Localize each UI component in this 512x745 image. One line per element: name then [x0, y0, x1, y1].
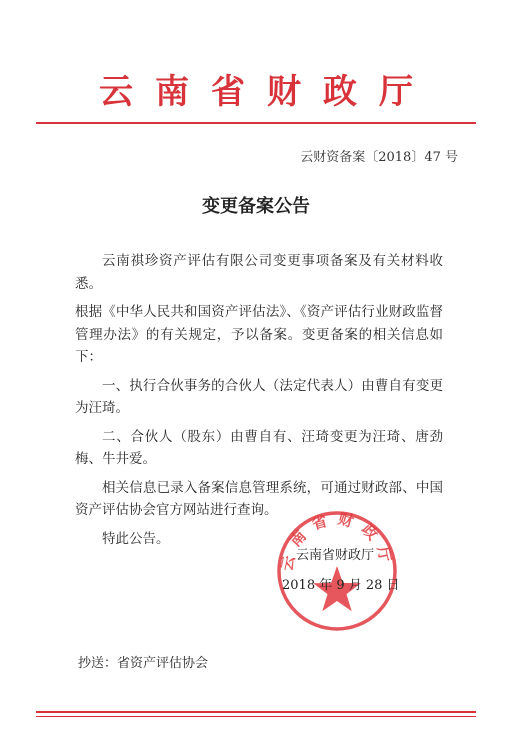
paragraph-received: 云南祺珍资产评估有限公司变更事项备案及有关材料收悉。 [75, 253, 443, 292]
official-seal [272, 506, 402, 636]
header-divider [36, 122, 476, 124]
footer-divider-thin [36, 716, 476, 717]
svg-text:云南省财政厅: 云南省财政厅 [277, 509, 397, 573]
issuer-header: 云南省财政厅 [99, 72, 435, 112]
paragraph-item-1: 一、执行合伙事务的合伙人（法定代表人）由曹自有变更为汪琦。 [75, 377, 443, 416]
paragraph-closing: 特此公告。 [102, 530, 170, 547]
paragraph-item-2: 二、合伙人（股东）由曹自有、汪琦变更为汪琦、唐劲梅、牛井爱。 [75, 428, 443, 467]
signature-date: 2018 年 9 月 28 日 [282, 578, 400, 593]
document-title: 变更备案公告 [202, 196, 310, 217]
document-number: 云财资备案〔2018〕47 号 [300, 150, 458, 165]
seal-graphic [272, 506, 402, 636]
paragraph-query: 相关信息已录入备案信息管理系统，可通过财政部、中国资产评估协会官方网站进行查询。 [75, 479, 443, 518]
carbon-copy-line: 抄送：省资产评估协会 [78, 656, 209, 671]
paragraph-basis: 根据《中华人民共和国资产评估法》、《资产评估行业财政监督管理办法》的有关规定，予以备案。变更备案的相关信息如下： [75, 304, 443, 365]
footer-divider-thick [36, 711, 476, 713]
signature-organization: 云南省财政厅 [296, 548, 375, 563]
